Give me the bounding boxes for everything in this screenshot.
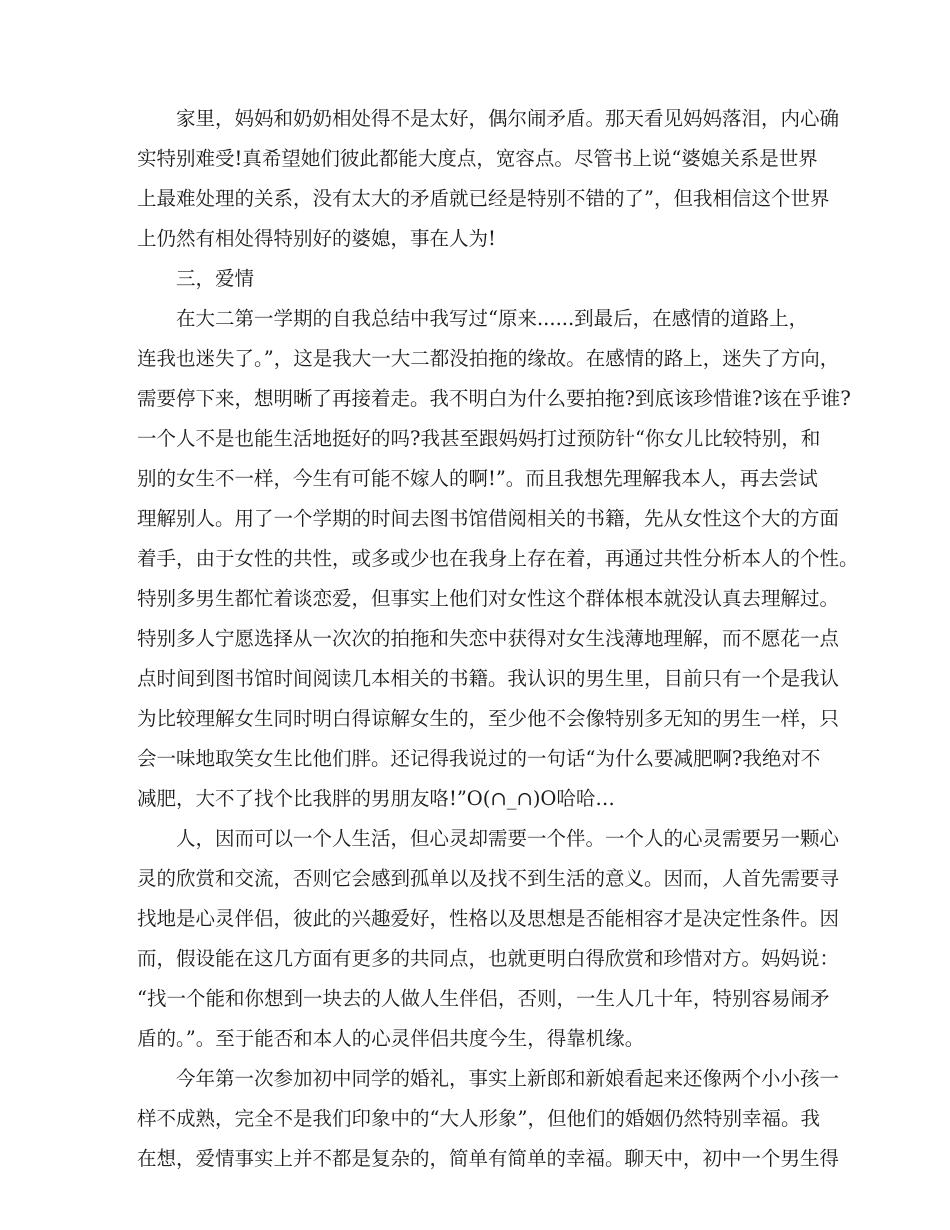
text-line: 减肥，大不了找个比我胖的男朋友咯!”O(∩_∩)O哈哈… bbox=[137, 787, 615, 810]
text-line: 一个人不是也能生活地挺好的吗?我甚至跟妈妈打过预防针“你女儿比较特别，和 bbox=[137, 427, 821, 450]
text-line: 找地是心灵伴侣，彼此的兴趣爱好，性格以及思想是否能相容才是决定性条件。因 bbox=[137, 907, 840, 930]
text-line: 而，假设能在这几方面有更多的共同点，也就更明白得欣赏和珍惜对方。妈妈说： bbox=[137, 947, 840, 970]
text-line: 上最难处理的关系，没有太大的矛盾就已经是特别不错的了”，但我相信这个世界 bbox=[137, 187, 830, 210]
text-line: 在想，爱情事实上并不都是复杂的，简单有简单的幸福。聊天中，初中一个男生得 bbox=[137, 1147, 840, 1170]
text-line: 在大二第一学期的自我总结中我写过“原来......到最后，在感情的道路上， bbox=[176, 307, 809, 330]
text-line: 特别多男生都忙着谈恋爱，但事实上他们对女性这个群体根本就没认真去理解过。 bbox=[137, 587, 840, 610]
text-line: 为比较理解女生同时明白得谅解女生的，至少他不会像特别多无知的男生一样，只 bbox=[137, 707, 840, 730]
text-line: 别的女生不一样，今生有可能不嫁人的啊!”。而且我想先理解我本人，再去尝试 bbox=[137, 467, 818, 490]
text-line: 会一味地取笑女生比他们胖。还记得我说过的一句话“为什么要减肥啊?我绝对不 bbox=[137, 747, 821, 770]
text-line: “找一个能和你想到一块去的人做人生伴侣，否则，一生人几十年，特别容易闹矛 bbox=[137, 987, 830, 1010]
text-line: 盾的。”。至于能否和本人的心灵伴侣共度今生，得靠机缘。 bbox=[137, 1027, 645, 1050]
text-line: 灵的欣赏和交流，否则它会感到孤单以及找不到生活的意义。因而，人首先需要寻 bbox=[137, 867, 840, 890]
text-line: 点时间到图书馆时间阅读几本相关的书籍。我认识的男生里，目前只有一个是我认 bbox=[137, 667, 840, 690]
text-line: 需要停下来，想明晰了再接着走。我不明白为什么要拍拖?到底该珍惜谁?该在乎谁? bbox=[137, 387, 851, 410]
text-line: 着手，由于女性的共性，或多或少也在我身上存在着，再通过共性分析本人的个性。 bbox=[137, 547, 859, 570]
text-line: 样不成熟，完全不是我们印象中的“大人形象”，但他们的婚姻仍然特别幸福。我 bbox=[137, 1107, 820, 1130]
text-line: 实特别难受!真希望她们彼此都能大度点，宽容点。尽管书上说“婆媳关系是世界 bbox=[137, 147, 818, 170]
text-line: 人，因而可以一个人生活，但心灵却需要一个伴。一个人的心灵需要另一颗心 bbox=[176, 827, 840, 850]
text-line: 特别多人宁愿选择从一次次的拍拖和失恋中获得对女生浅薄地理解，而不愿花一点 bbox=[137, 627, 840, 650]
text-line: 家里，妈妈和奶奶相处得不是太好，偶尔闹矛盾。那天看见妈妈落泪，内心确 bbox=[176, 107, 840, 130]
text-line: 今年第一次参加初中同学的婚礼，事实上新郎和新娘看起来还像两个小小孩一 bbox=[176, 1067, 840, 1090]
text-line: 上仍然有相处得特别好的婆媳，事在人为! bbox=[137, 227, 496, 250]
text-line: 连我也迷失了。”，这是我大一大二都没拍拖的缘故。在感情的路上，迷失了方向， bbox=[137, 347, 840, 370]
text-line: 理解别人。用了一个学期的时间去图书馆借阅相关的书籍，先从女性这个大的方面 bbox=[137, 507, 840, 530]
section-heading: 三，爱情 bbox=[176, 267, 255, 290]
